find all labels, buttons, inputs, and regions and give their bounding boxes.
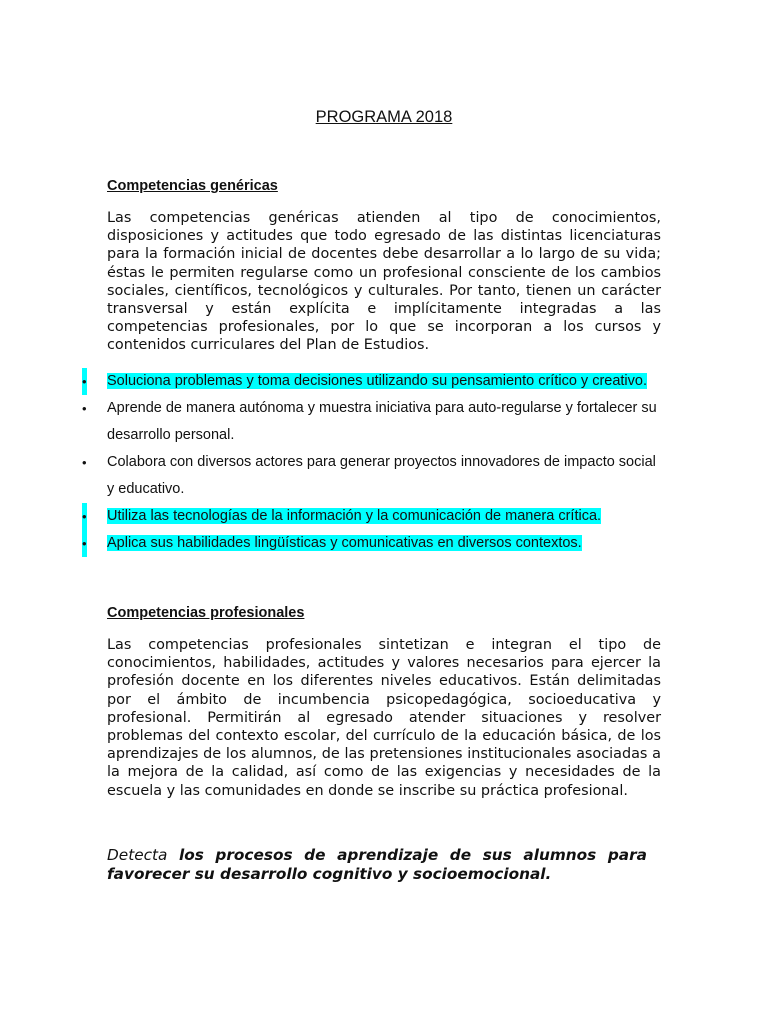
generic-competencies-list xyxy=(80,368,660,557)
list-item-text: Soluciona problemas y toma decisiones utilizando su pensamiento crítico y creativo. xyxy=(107,373,647,389)
list-item-text: Utiliza las tecnologías de la información y la comunicación de manera crítica. xyxy=(107,508,602,524)
bullet-icon: • xyxy=(82,401,87,416)
list-item xyxy=(80,395,660,449)
list-item-text: Colabora con diversos actores para generar proyectos innovadores de impacto social y educativo. xyxy=(107,454,656,497)
list-item-text: Aplica sus habilidades lingüísticas y comunicativas en diversos contextos. xyxy=(107,535,582,551)
list-item-text: Aprende de manera autónoma y muestra iniciativa para auto-regularse y fortalecer su desarrollo personal. xyxy=(107,400,657,443)
bullet-icon: • xyxy=(82,503,87,530)
bullet-icon: • xyxy=(82,530,87,557)
list-item xyxy=(80,503,660,530)
list-item xyxy=(80,449,660,503)
professional-competencies-paragraph: Las competencias profesionales sintetizan e integran el tipo de conocimientos, habilidades, actitudes y valores necesarios para ejercer la profesión docente en los diferentes niveles educativos. Están delimitadas por el ámbito de incumbencia psicopedagógica, socioeducativa y profesional. Permitirán al egresado atender situaciones y resolver problemas del contexto escolar, del currículo de la educación básica, de los aprendizajes de los alumnos, de las pretensiones institucionales asociadas a la mejora de la calidad, así como de las exigencias y necesidades de la escuela y las comunidades en donde se inscribe su práctica profesional. xyxy=(107,637,661,799)
list-item xyxy=(80,368,660,395)
page-title: PROGRAMA 2018 xyxy=(315,108,453,126)
closing-first-word: Detecta xyxy=(107,846,168,864)
bullet-icon: • xyxy=(82,455,87,470)
list-item xyxy=(80,530,660,557)
closing-rest: los procesos de aprendizaje de sus alumnos para favorecer su desarrollo cognitivo y socioemocional. xyxy=(107,846,647,883)
closing-statement xyxy=(107,846,647,884)
professional-competencies-heading: Competencias profesionales xyxy=(107,605,305,621)
generic-competencies-heading: Competencias genéricas xyxy=(107,178,278,194)
bullet-icon: • xyxy=(82,368,87,395)
generic-competencies-paragraph: Las competencias genéricas atienden al tipo de conocimientos, disposiciones y actitudes que todo egresado de las distintas licenciaturas para la formación inicial de docentes debe desarrollar a lo largo de su vida; éstas le permiten regularse como un profesional consciente de los cambios sociales, científicos, tecnológicos y culturales. Por tanto, tienen un carácter transversal y están explícita e implícitamente integradas a las competencias profesionales, por lo que se incorporan a los cursos y contenidos curriculares del Plan de Estudios. xyxy=(107,210,661,354)
